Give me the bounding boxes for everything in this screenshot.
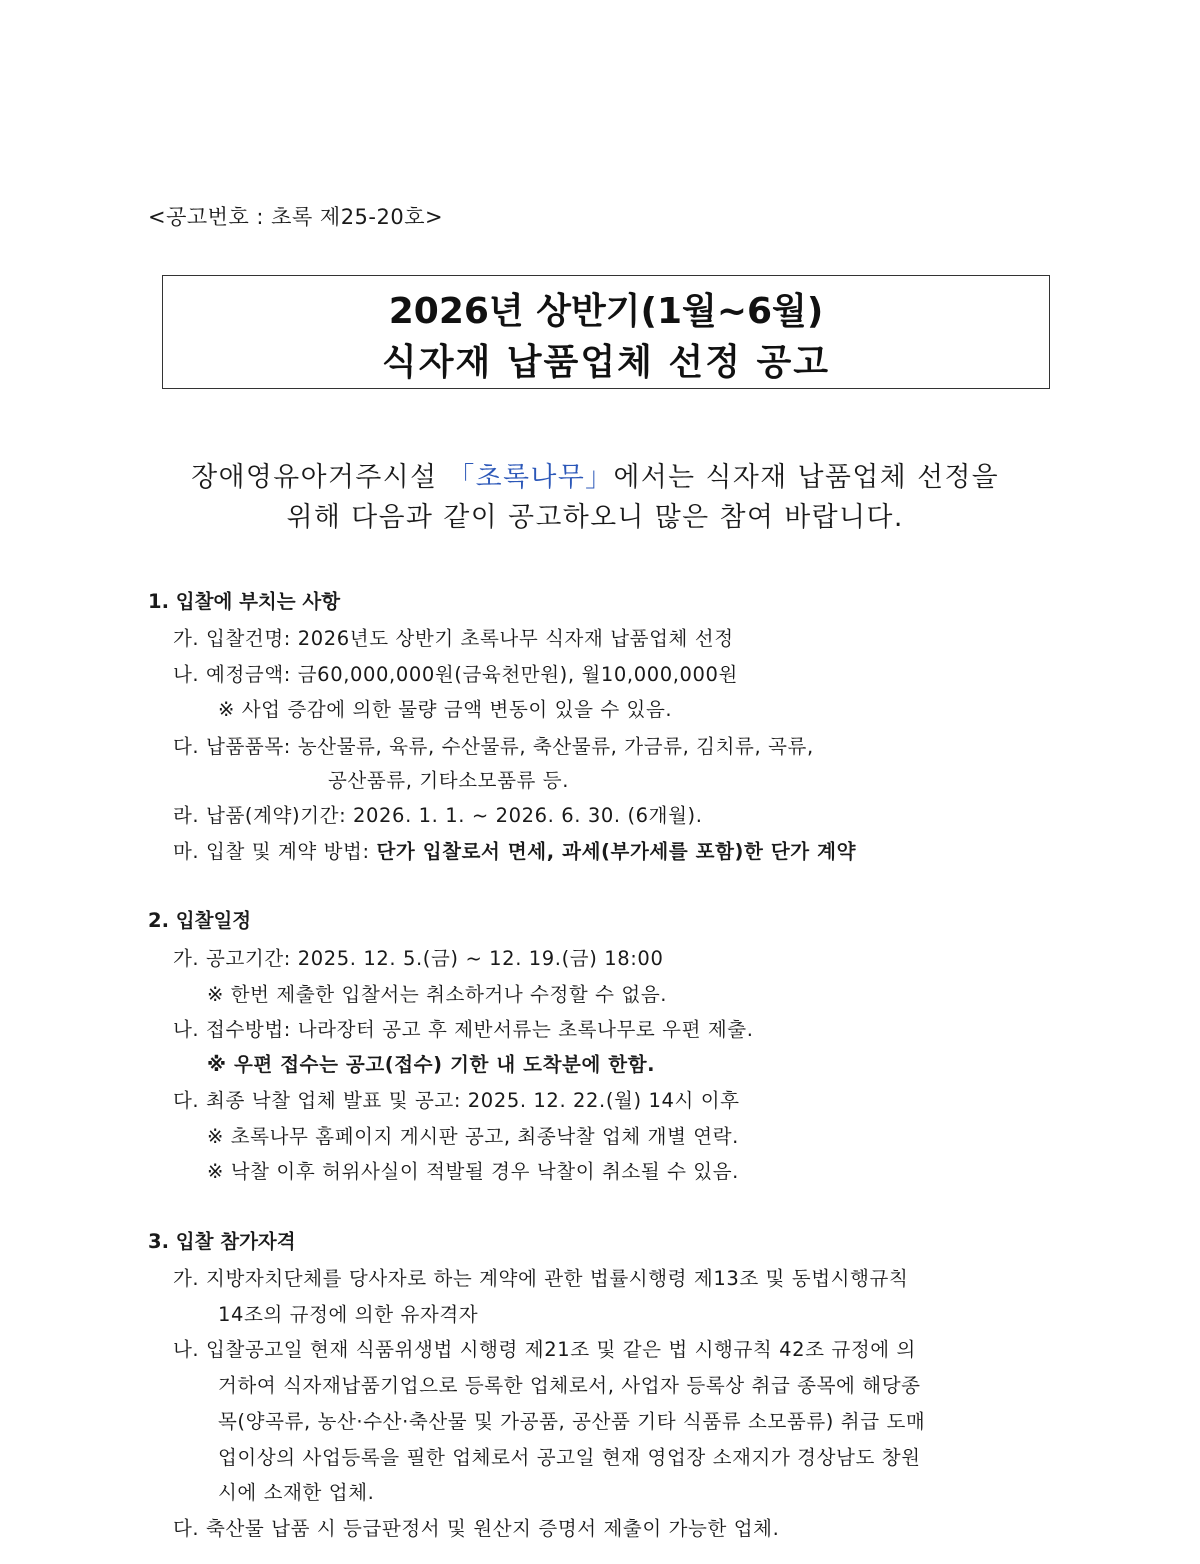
section-3-item-na-cont-2: 목(양곡류, 농산·수산·축산물 및 가공품, 공산품 기타 식품류 소모품류) 취급 도매 — [218, 1410, 926, 1433]
title-line-1: 2026년 상반기(1월~6월) — [388, 291, 824, 332]
section-2-note-na: ※ 우편 접수는 공고(접수) 기한 내 도착분에 한함. — [207, 1053, 656, 1076]
section-1-heading: 1. 입찰에 부치는 사항 — [148, 590, 341, 613]
section-1-item-da: 다. 납품품목: 농산물류, 육류, 수산물류, 축산물류, 가금류, 김치류, 곡류, — [173, 735, 814, 758]
section-1-item-ma — [173, 836, 856, 864]
section-2-heading: 2. 입찰일정 — [148, 909, 252, 932]
section-2-note-da-2: ※ 낙찰 이후 허위사실이 적발될 경우 낙찰이 취소될 수 있음. — [207, 1160, 739, 1183]
section-2-item-ga: 가. 공고기간: 2025. 12. 5.(금) ~ 12. 19.(금) 18:00 — [173, 947, 664, 970]
title-box — [162, 275, 1050, 389]
section-3-item-ga-cont: 14조의 규정에 의한 유자격자 — [218, 1303, 479, 1326]
section-1-item-ma-bold: 단가 입찰로서 면세, 과세(부가세를 포함)한 단가 계약 — [376, 840, 857, 863]
section-3-item-na-cont-4: 시에 소재한 업체. — [218, 1481, 375, 1504]
notice-number: <공고번호 : 초록 제25-20호> — [148, 205, 444, 229]
intro-line-1-rest: 에서는 식자재 납품업체 선정을 — [613, 462, 1000, 493]
intro-facility-name: 「초록나무」 — [447, 462, 614, 493]
section-2-item-da: 다. 최종 낙찰 업체 발표 및 공고: 2025. 12. 22.(월) 14시 이후 — [173, 1089, 740, 1112]
intro-line-1 — [0, 455, 1190, 494]
section-1-item-ra: 라. 납품(계약)기간: 2026. 1. 1. ~ 2026. 6. 30. (6개월). — [173, 804, 703, 827]
section-3-item-na-cont-3: 업이상의 사업등록을 필한 업체로서 공고일 현재 영업장 소재지가 경상남도 창원 — [218, 1446, 921, 1469]
intro-facility-type: 장애영유아거주시설 — [191, 462, 448, 493]
section-2-item-na: 나. 접수방법: 나라장터 공고 후 제반서류는 초록나무로 우편 제출. — [173, 1018, 754, 1041]
title-line-2: 식자재 납품업체 선정 공고 — [381, 342, 831, 383]
section-2-note-da-1: ※ 초록나무 홈페이지 게시판 공고, 최종낙찰 업체 개별 연락. — [207, 1125, 739, 1148]
section-2-note-ga: ※ 한번 제출한 입찰서는 취소하거나 수정할 수 없음. — [207, 983, 668, 1006]
intro-line-2: 위해 다음과 같이 공고하오니 많은 참여 바랍니다. — [286, 502, 904, 533]
section-3-item-ga: 가. 지방자치단체를 당사자로 하는 계약에 관한 법률시행령 제13조 및 동법시행규칙 — [173, 1267, 909, 1290]
section-1-item-ga: 가. 입찰건명: 2026년도 상반기 초록나무 식자재 납품업체 선정 — [173, 627, 734, 650]
section-3-heading: 3. 입찰 참가자격 — [148, 1230, 296, 1253]
section-1-item-na: 나. 예정금액: 금60,000,000원(금육천만원), 월10,000,000원 — [173, 663, 738, 686]
section-1-item-da-cont: 공산품류, 기타소모품류 등. — [328, 769, 570, 792]
section-1-note-na: ※ 사업 증감에 의한 물량 금액 변동이 있을 수 있음. — [218, 698, 673, 721]
section-1-item-ma-label: 마. 입찰 및 계약 방법: — [173, 840, 377, 863]
section-3-item-na: 나. 입찰공고일 현재 식품위생법 시행령 제21조 및 같은 법 시행규칙 42조 규정에 의 — [173, 1338, 916, 1361]
section-3-item-da: 다. 축산물 납품 시 등급판정서 및 원산지 증명서 제출이 가능한 업체. — [173, 1517, 780, 1540]
section-3-item-na-cont-1: 거하여 식자재납품기업으로 등록한 업체로서, 사업자 등록상 취급 종목에 해당종 — [218, 1374, 921, 1397]
